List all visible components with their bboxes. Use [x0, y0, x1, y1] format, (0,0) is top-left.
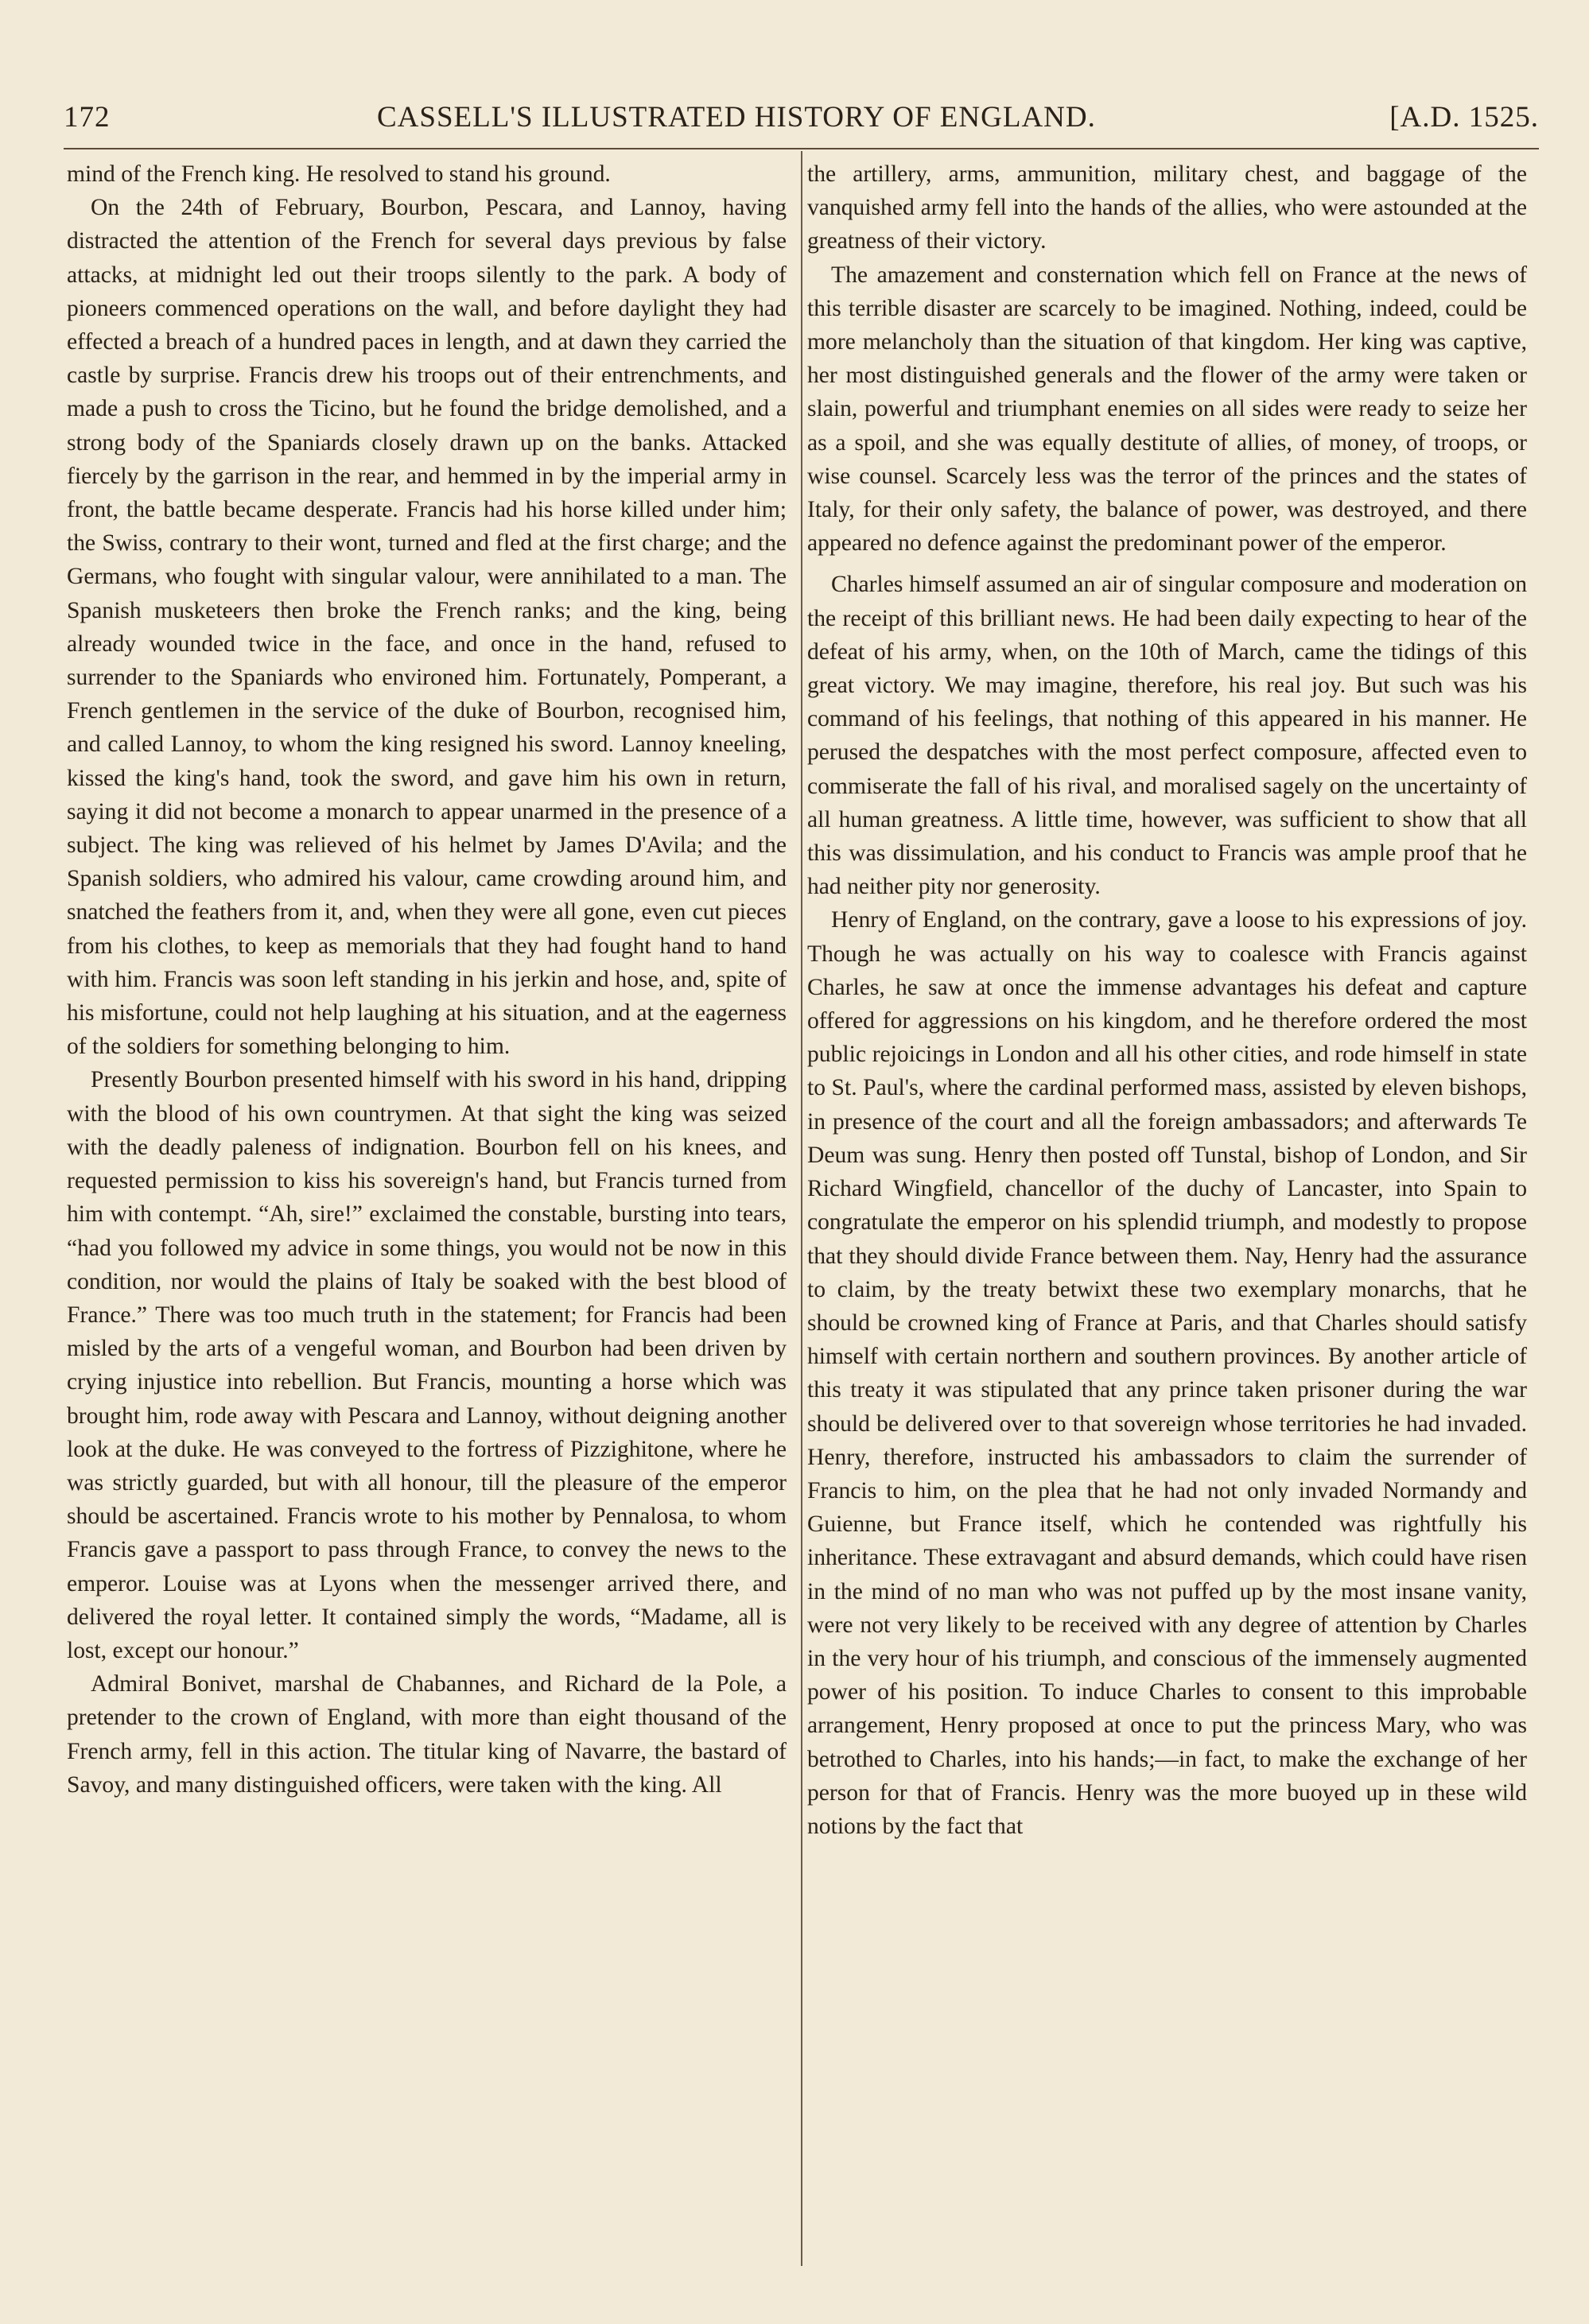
- left-column: [67, 157, 787, 2256]
- right-paragraph-4: Henry of England, on the contrary, gave a loose to his expressions of joy. Though he was actually on his way to coalesce with Francis against Charles, he saw at once the immense advantages his defeat and capture offered for aggressions on his kingdom, and he therefore ordered the most public rejoicings in London and all his other cities, and rode himself in state to St. Paul's, where the cardinal performed mass, assisted by eleven bishops, in presence of the court and all the foreign ambassadors; and afterwards Te Deum was sung. Henry then posted off Tunstal, bishop of London, and Sir Richard Wingfield, chancellor of the duchy of Lancaster, into Spain to congratulate the emperor on his splendid triumph, and modestly to propose that they should divide France between them. Nay, Henry had the assurance to claim, by the treaty betwixt these two exemplary monarchs, that he should be crowned king of France at Paris, and that Charles should satisfy himself with certain northern and southern provinces. By another article of this treaty it was stipulated that any prince taken prisoner during the war should be delivered over to that sovereign whose territories he had invaded. Henry, therefore, instructed his ambassadors to claim the surrender of Francis to him, on the plea that he had not only invaded Normandy and Guienne, but France itself, which he contended was rightfully his inheritance. These extravagant and absurd demands, which could have risen in the mind of no man who was not puffed up by the most insane vanity, were not very likely to be received with any degree of attention by Charles in the very hour of his triumph, and conscious of the immensely augmented power of his position. To induce Charles to consent to this improbable arrangement, Henry proposed at once to put the princess Mary, who was betrothed to Charles, into his hands;—in fact, to make the exchange of her person for that of Francis. Henry was the more buoyed up in these wild notions by the fact that: [807, 907, 1527, 1839]
- right-paragraph-3: Charles himself assumed an air of singular composure and moderation on the receipt of this brilliant news. He had been daily expecting to hear of the defeat of his army, when, on the 10th of March, came the tidings of this great victory. We may imagine, therefore, his real joy. But such was his command of his feelings, that nothing of this appeared in his manner. He perused the despatches with the most perfect composure, affected even to commiserate the fall of his rival, and moralised sagely on the uncertainty of all human greatness. A little time, however, was sufficient to show that all this was dissimulation, and his conduct to Francis was ample proof that he had neither pity nor generosity.: [807, 572, 1527, 900]
- column-divider: [801, 151, 802, 2266]
- left-paragraph-2: On the 24th of February, Bourbon, Pescara, and Lannoy, having distracted the attention of the French for several days previous by false attacks, at midnight led out their troops silently to the park. A body of pioneers commenced operations on the wall, and before daylight they had effected a breach of a hundred paces in length, and at dawn they carried the castle by surprise. Francis drew his troops out of their entrenchments, and made a push to cross the Ticino, but he found the bridge demolished, and a strong body of the Spaniards closely drawn up on the banks. Attacked fiercely by the garrison in the rear, and hemmed in by the imperial army in front, the battle became desperate. Francis had his horse killed under him; the Swiss, contrary to their wont, turned and fled at the first charge; and the Germans, who fought with singular valour, were annihilated to a man. The Spanish musketeers then broke the French ranks; and the king, being already wounded twice in the face, and once in the hand, refused to surrender to the Spaniards who environed him. Fortunately, Pomperant, a French gentlemen in the service of the duke of Bourbon, recognised him, and called Lannoy, to whom the king resigned his sword. Lannoy kneeling, kissed the king's hand, took the sword, and gave him his own in return, saying it did not become a monarch to appear unarmed in the presence of a subject. The king was relieved of his helmet by James D'Avila; and the Spanish soldiers, who admired his valour, came crowding around him, and snatched the feathers from it, and, when they were all gone, even cut pieces from his clothes, to keep as memorials that they had fought hand to hand with him. Francis was soon left standing in his jerkin and hose, and, spite of his misfortune, could not help laughing at his situation, and at the eagerness of the soldiers for something belonging to him.: [67, 195, 787, 1060]
- right-column: [807, 157, 1527, 2256]
- left-paragraph-4: Admiral Bonivet, marshal de Chabannes, and Richard de la Pole, a pretender to the crown of England, with more than eight thousand of the French army, fell in this action. The titular king of Navarre, the bastard of Savoy, and many distinguished officers, were taken with the king. All: [67, 1671, 787, 1798]
- left-paragraph-3: Presently Bourbon presented himself with his sword in his hand, dripping with the blood of his own countrymen. At that sight the king was seized with the deadly paleness of indignation. Bourbon fell on his knees, and requested permission to kiss his sovereign's hand, but Francis turned from him with contempt. “Ah, sire!” exclaimed the constable, bursting into tears, “had you followed my advice in some things, you would not be now in this condition, nor would the plains of Italy be soaked with the best blood of France.” There was too much truth in the statement; for Francis had been misled by the arts of a vengeful woman, and Bourbon had been driven by crying injustice into rebellion. But Francis, mounting a horse which was brought him, rode away with Pescara and Lannoy, without deigning another look at the duke. He was conveyed to the fortress of Pizzighitone, where he was strictly guarded, but with all honour, till the pleasure of the emperor should be ascertained. Francis wrote to his mother by Pennalosa, to whom Francis gave a passport to pass through France, to convey the news to the emperor. Louise was at Lyons when the messenger arrived there, and delivered the royal letter. It contained simply the words, “Madame, all is lost, except our honour.”: [67, 1067, 787, 1663]
- header-rule: [64, 148, 1539, 149]
- date-marker: [A.D. 1525.: [1389, 101, 1539, 134]
- right-paragraph-2: The amazement and consternation which fell on France at the news of this terrible disaster are scarcely to be imagined. Nothing, indeed, could be more melancholy than the situation of that kingdom. Her king was captive, her most distinguished generals and the flower of the army were taken or slain, powerful and triumphant enemies on all sides were ready to seize her as a spoil, and she was equally destitute of allies, of money, of troops, or wise counsel. Scarcely less was the terror of the princes and the states of Italy, for their only safety, the balance of power, was destroyed, and there appeared no defence against the predominant power of the emperor.: [807, 262, 1527, 557]
- page-header: [64, 100, 1539, 145]
- running-title: CASSELL'S ILLUSTRATED HISTORY OF ENGLAND.: [377, 101, 1096, 134]
- right-paragraph-1: the artillery, arms, ammunition, military chest, and baggage of the vanquished army fell into the hands of the allies, who were astounded at the greatness of their victory.: [807, 161, 1527, 254]
- page-number: 172: [64, 101, 111, 134]
- left-paragraph-1: mind of the French king. He resolved to stand his ground.: [67, 161, 611, 187]
